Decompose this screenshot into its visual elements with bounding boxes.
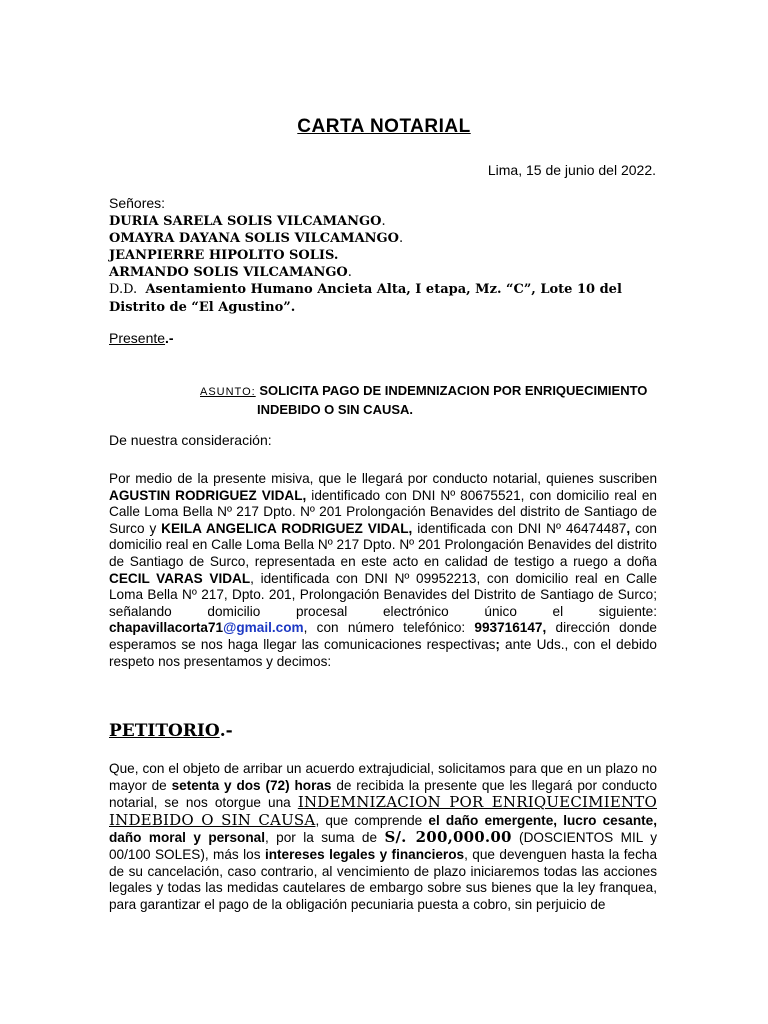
salutation: De nuestra consideración: <box>109 432 272 448</box>
addressee-line: DURIA SARELA SOLIS VILCAMANGO. <box>109 214 386 229</box>
phone-number: 993716147, <box>474 620 547 636</box>
dd-address: D.D. Asentamiento Humano Ancieta Alta, I etapa, Mz. “C”, Lote 10 del Distrito de “El Agustino”. <box>109 282 622 315</box>
addressee-line: ARMANDO SOLIS VILCAMANGO. <box>109 265 352 280</box>
subject-text-continued: INDEBIDO O SIN CAUSA. <box>257 402 414 417</box>
subject-text: SOLICITA PAGO DE INDEMNIZACION POR ENRIQUECIMIENTO <box>259 383 648 398</box>
indemnization-title: INDEMNIZACION POR ENRIQUECIMIENTO INDEBIDO O SIN CAUSA <box>109 793 657 829</box>
subject-line <box>200 382 670 401</box>
addressee-block <box>109 195 657 317</box>
presente-line: Presente.- <box>109 330 174 346</box>
petitorio-paragraph: Que, con el objeto de arribar un acuerdo extrajudicial, solicitamos para que en un plazo no mayor de setenta y dos (72) horas de recibida la presente que les llegará por conducto notarial, se nos otorgue una INDEMNIZACION POR ENRIQUECIMIENTO INDEBIDO O SIN CAUSA, que comprende el daño emergente, lucro cesante, daño moral y personal, por la suma de S/. 200,000.00 (DOSCIENTOS MIL y 00/100 SOLES), más los intereses legales y financieros, que devenguen hasta la fecha de su cancelación, caso contrario, al vencimiento de plazo iniciaremos todas las acciones legales y todas las medidas cautelares de embargo sobre sus bienes que la ley franquea, para garantizar el pago de la obligación pecuniaria puesta a cobro, sin perjuicio de <box>109 761 658 912</box>
letter-date: Lima, 15 de junio del 2022. <box>487 162 656 178</box>
addressee-line: OMAYRA DAYANA SOLIS VILCAMANGO. <box>109 231 404 246</box>
document-title: CARTA NOTARIAL <box>297 116 471 137</box>
addressee-line: JEANPIERRE HIPOLITO SOLIS. <box>109 248 339 263</box>
subject-block <box>200 382 670 419</box>
email-link[interactable]: @gmail.com <box>223 620 304 636</box>
intro-paragraph: Por medio de la presente misiva, que le llegará por conducto notarial, quienes suscriben AGUSTIN RODRIGUEZ VIDAL, identificado con DNI Nº 80675521, con domicilio real en Calle Loma Bella Nº 217 Dpto. Nº 201 Prolongación Benavides del distrito de Santiago de Surco y KEILA ANGELICA RODRIGUEZ VIDAL, identificada con DNI Nº 46474487, con domicilio real en Calle Loma Bella Nº 217 Dpto. Nº 201 Prolongación Benavides del distrito de Santiago de Surco, representada en este acto en calidad de testigo a ruego a doña CECIL VARAS VIDAL, identificada con DNI Nº 09952213, con domicilio real en Calle Loma Bella Nº 217, Dpto. 201, Prolongación Benavides del Distrito de Santiago de Surco; señalando domicilio procesal electrónico único el siguiente: chapavillacorta71@gmail.com, con número telefónico: 993716147, dirección donde esperamos se nos haga llegar las comunicaciones respectivas; ante Uds., con el debido respeto nos presentamos y decimos: <box>109 471 658 669</box>
senores-label: Señores: <box>109 195 166 211</box>
petitorio-heading: PETITORIO.- <box>109 721 233 741</box>
amount: S/. 200,000.00 <box>384 828 512 847</box>
subject-label: ASUNTO: <box>200 386 256 398</box>
